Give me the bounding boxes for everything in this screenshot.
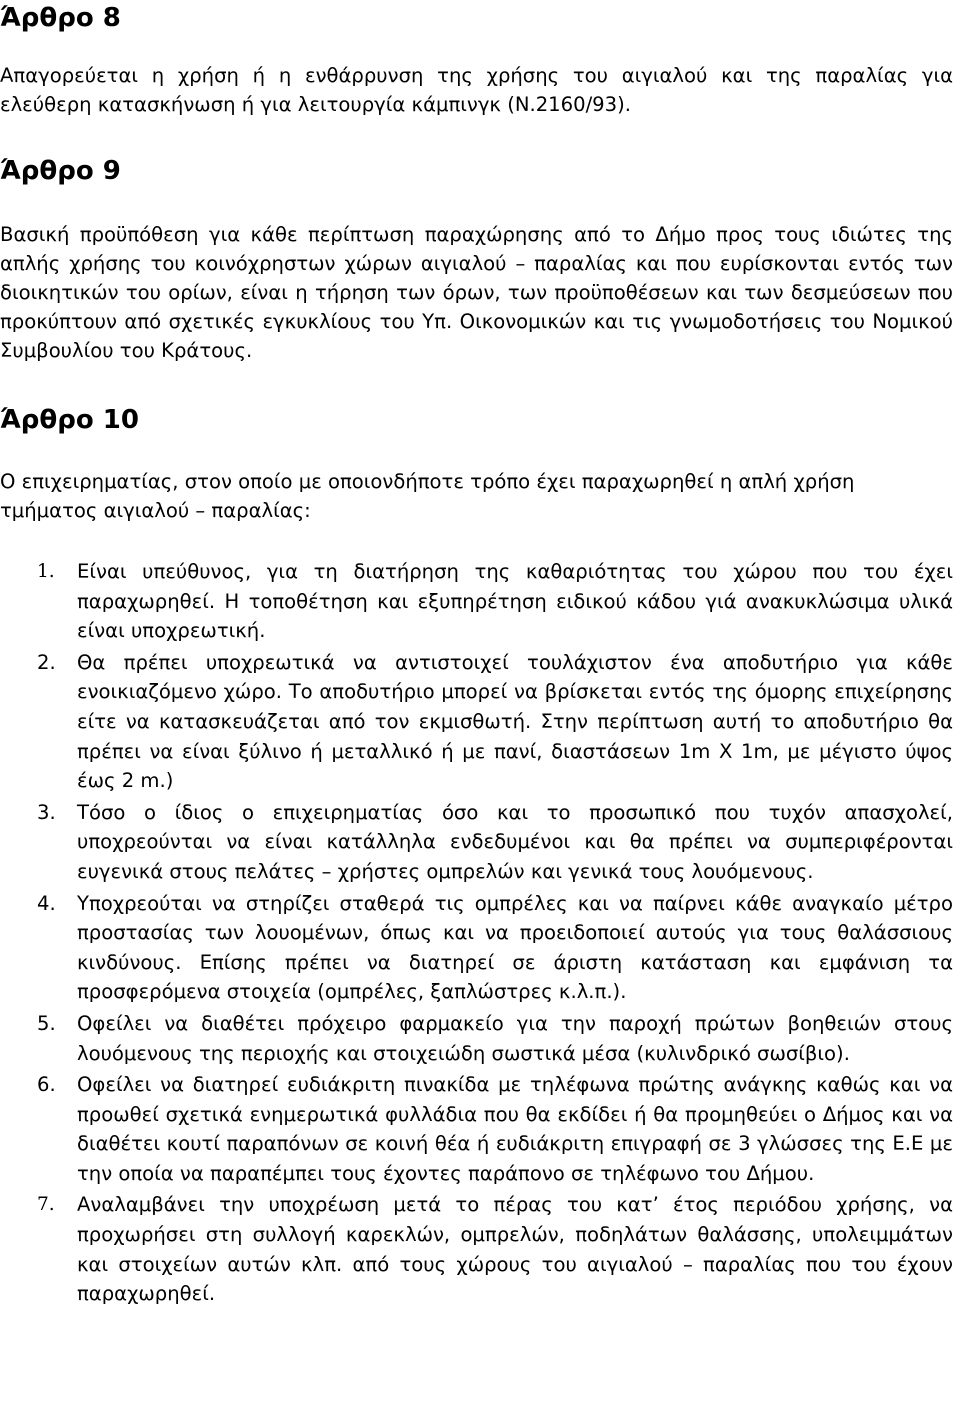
item-text: Οφείλει να διαθέτει πρόχειρο φαρμακείο για την παροχή πρώτων βοηθειών στους λουόμενους της περιοχής και στοιχειώδη σωστικά μέσα (κυλινδρικό σωσίβιο). xyxy=(77,1011,953,1065)
article-10-intro: Ο επιχειρηματίας, στον οποίο με οποιονδήποτε τρόπο έχει παραχωρηθεί η απλή χρήση τμήματος αιγιαλού – παραλίας: xyxy=(0,470,855,522)
article-8-text: Απαγορεύεται η χρήση ή η ενθάρρυνση της χρήσης του αιγιαλού και της παραλίας για ελεύθερη κατασκήνωση ή για λειτουργία κάμπινγκ (Ν.2160/93). xyxy=(0,64,953,116)
item-number: 5. xyxy=(37,1011,56,1035)
item-text: Οφείλει να διατηρεί ευδιάκριτη πινακίδα με τηλέφωνα πρώτης ανάγκης καθώς και να προωθεί σχετικά ενημερωτικά φυλλάδια που θα εκδίδει ή θα προμηθεύει ο Δήμος και να διαθέτει κουτί παραπόνων σε κοινή θέα ή ευδιάκριτη επιγραφή σε 3 γλώσσες της Ε.Ε με την οποία να παραπέμπει τους έχοντες παράπονο σε τηλέφωνο του Δήμου. xyxy=(77,1073,953,1185)
item-number: 1. xyxy=(37,561,55,582)
list-item xyxy=(0,798,953,887)
article-9-text: Βασική προϋπόθεση για κάθε περίπτωση παραχώρησης από το Δήμο προς τους ιδιώτες της απλής χρήσης του κοινόχρηστων χώρων αιγιαλού – παραλίας και που ευρίσκονται εντός των διοικητικών του ορίων, είναι η τήρηση των όρων, των προϋποθέσεων και των δεσμεύσεων που προκύπτουν από σχετικές εγκυκλίους του Υπ. Οικονομικών και τις γνωμοδοτήσεις του Νομικού Συμβουλίου του Κράτους. xyxy=(0,223,953,362)
item-text: Θα πρέπει υποχρεωτικά να αντιστοιχεί τουλάχιστον ένα αποδυτήριο για κάθε ενοικιαζόμενο χώρο. Το αποδυτήριο μπορεί να βρίσκεται εντός της όμορης επιχείρησης είτε να κατασκευάζεται από τον εκμισθωτή. Στην περίπτωση αυτή το αποδυτήριο θα πρέπει να είναι ξύλινο ή μεταλλικό ή με πανί, διαστάσεων 1m Χ 1m, με μέγιστο ύψος έως 2 m.) xyxy=(77,650,953,793)
item-text: Τόσο ο ίδιος ο επιχειρηματίας όσο και το προσωπικό που τυχόν απασχολεί, υποχρεούνται να είναι κατάλληλα ενδεδυμένοι και θα πρέπει να συμπεριφέρονται ευγενικά στους πελάτες – χρήστες ομπρελών και γενικά τους λουόμενους. xyxy=(77,800,953,883)
article-8-heading: Άρθρο 8 xyxy=(0,3,121,33)
item-number: 4. xyxy=(37,891,56,915)
item-text: Υποχρεούται να στηρίζει σταθερά τις ομπρέλες και να παίρνει κάθε αναγκαίο μέτρο προστασίας των λουομένων, όπως και να προειδοποιεί αυτούς για τους θαλάσσιους κινδύνους. Επίσης πρέπει να διατηρεί σε άριστη κατάσταση και εμφάνιση τα προσφερόμενα στοιχεία (ομπρέλες, ξαπλώστρες κ.λ.π.). xyxy=(77,891,953,1004)
list-item xyxy=(0,1009,953,1068)
list-item xyxy=(0,648,953,796)
article-10-heading: Άρθρο 10 xyxy=(0,405,139,435)
list-item xyxy=(0,1190,953,1308)
list-item xyxy=(0,1070,953,1188)
item-number: 3. xyxy=(37,800,56,824)
item-number: 7. xyxy=(37,1194,55,1216)
item-text: Είναι υπεύθυνος, για τη διατήρηση της καθαριότητας του χώρου που του έχει παραχωρηθεί. Η τοποθέτηση και εξυπηρέτηση ειδικού κάδου γιά ανακυκλώσιμα υλικά είναι υποχρεωτική. xyxy=(77,560,953,643)
article-9-heading: Άρθρο 9 xyxy=(0,156,121,186)
article-10-obligations-list xyxy=(0,557,953,1309)
item-number: 6. xyxy=(37,1073,56,1097)
list-item xyxy=(0,557,953,646)
item-number: 2. xyxy=(37,650,56,674)
item-text: Αναλαμβάνει την υποχρέωση μετά το πέρας του κατ’ έτος περιόδου χρήσης, να προχωρήσει στη συλλογή καρεκλών, ομπρελών, ποδηλάτων θαλάσσης, υπολειμμάτων και στοιχείων αυτών κλπ. από τους χώρους του αιγιαλού – παραλίας που του έχουν παραχωρηθεί. xyxy=(77,1193,953,1306)
list-item xyxy=(0,889,953,1007)
